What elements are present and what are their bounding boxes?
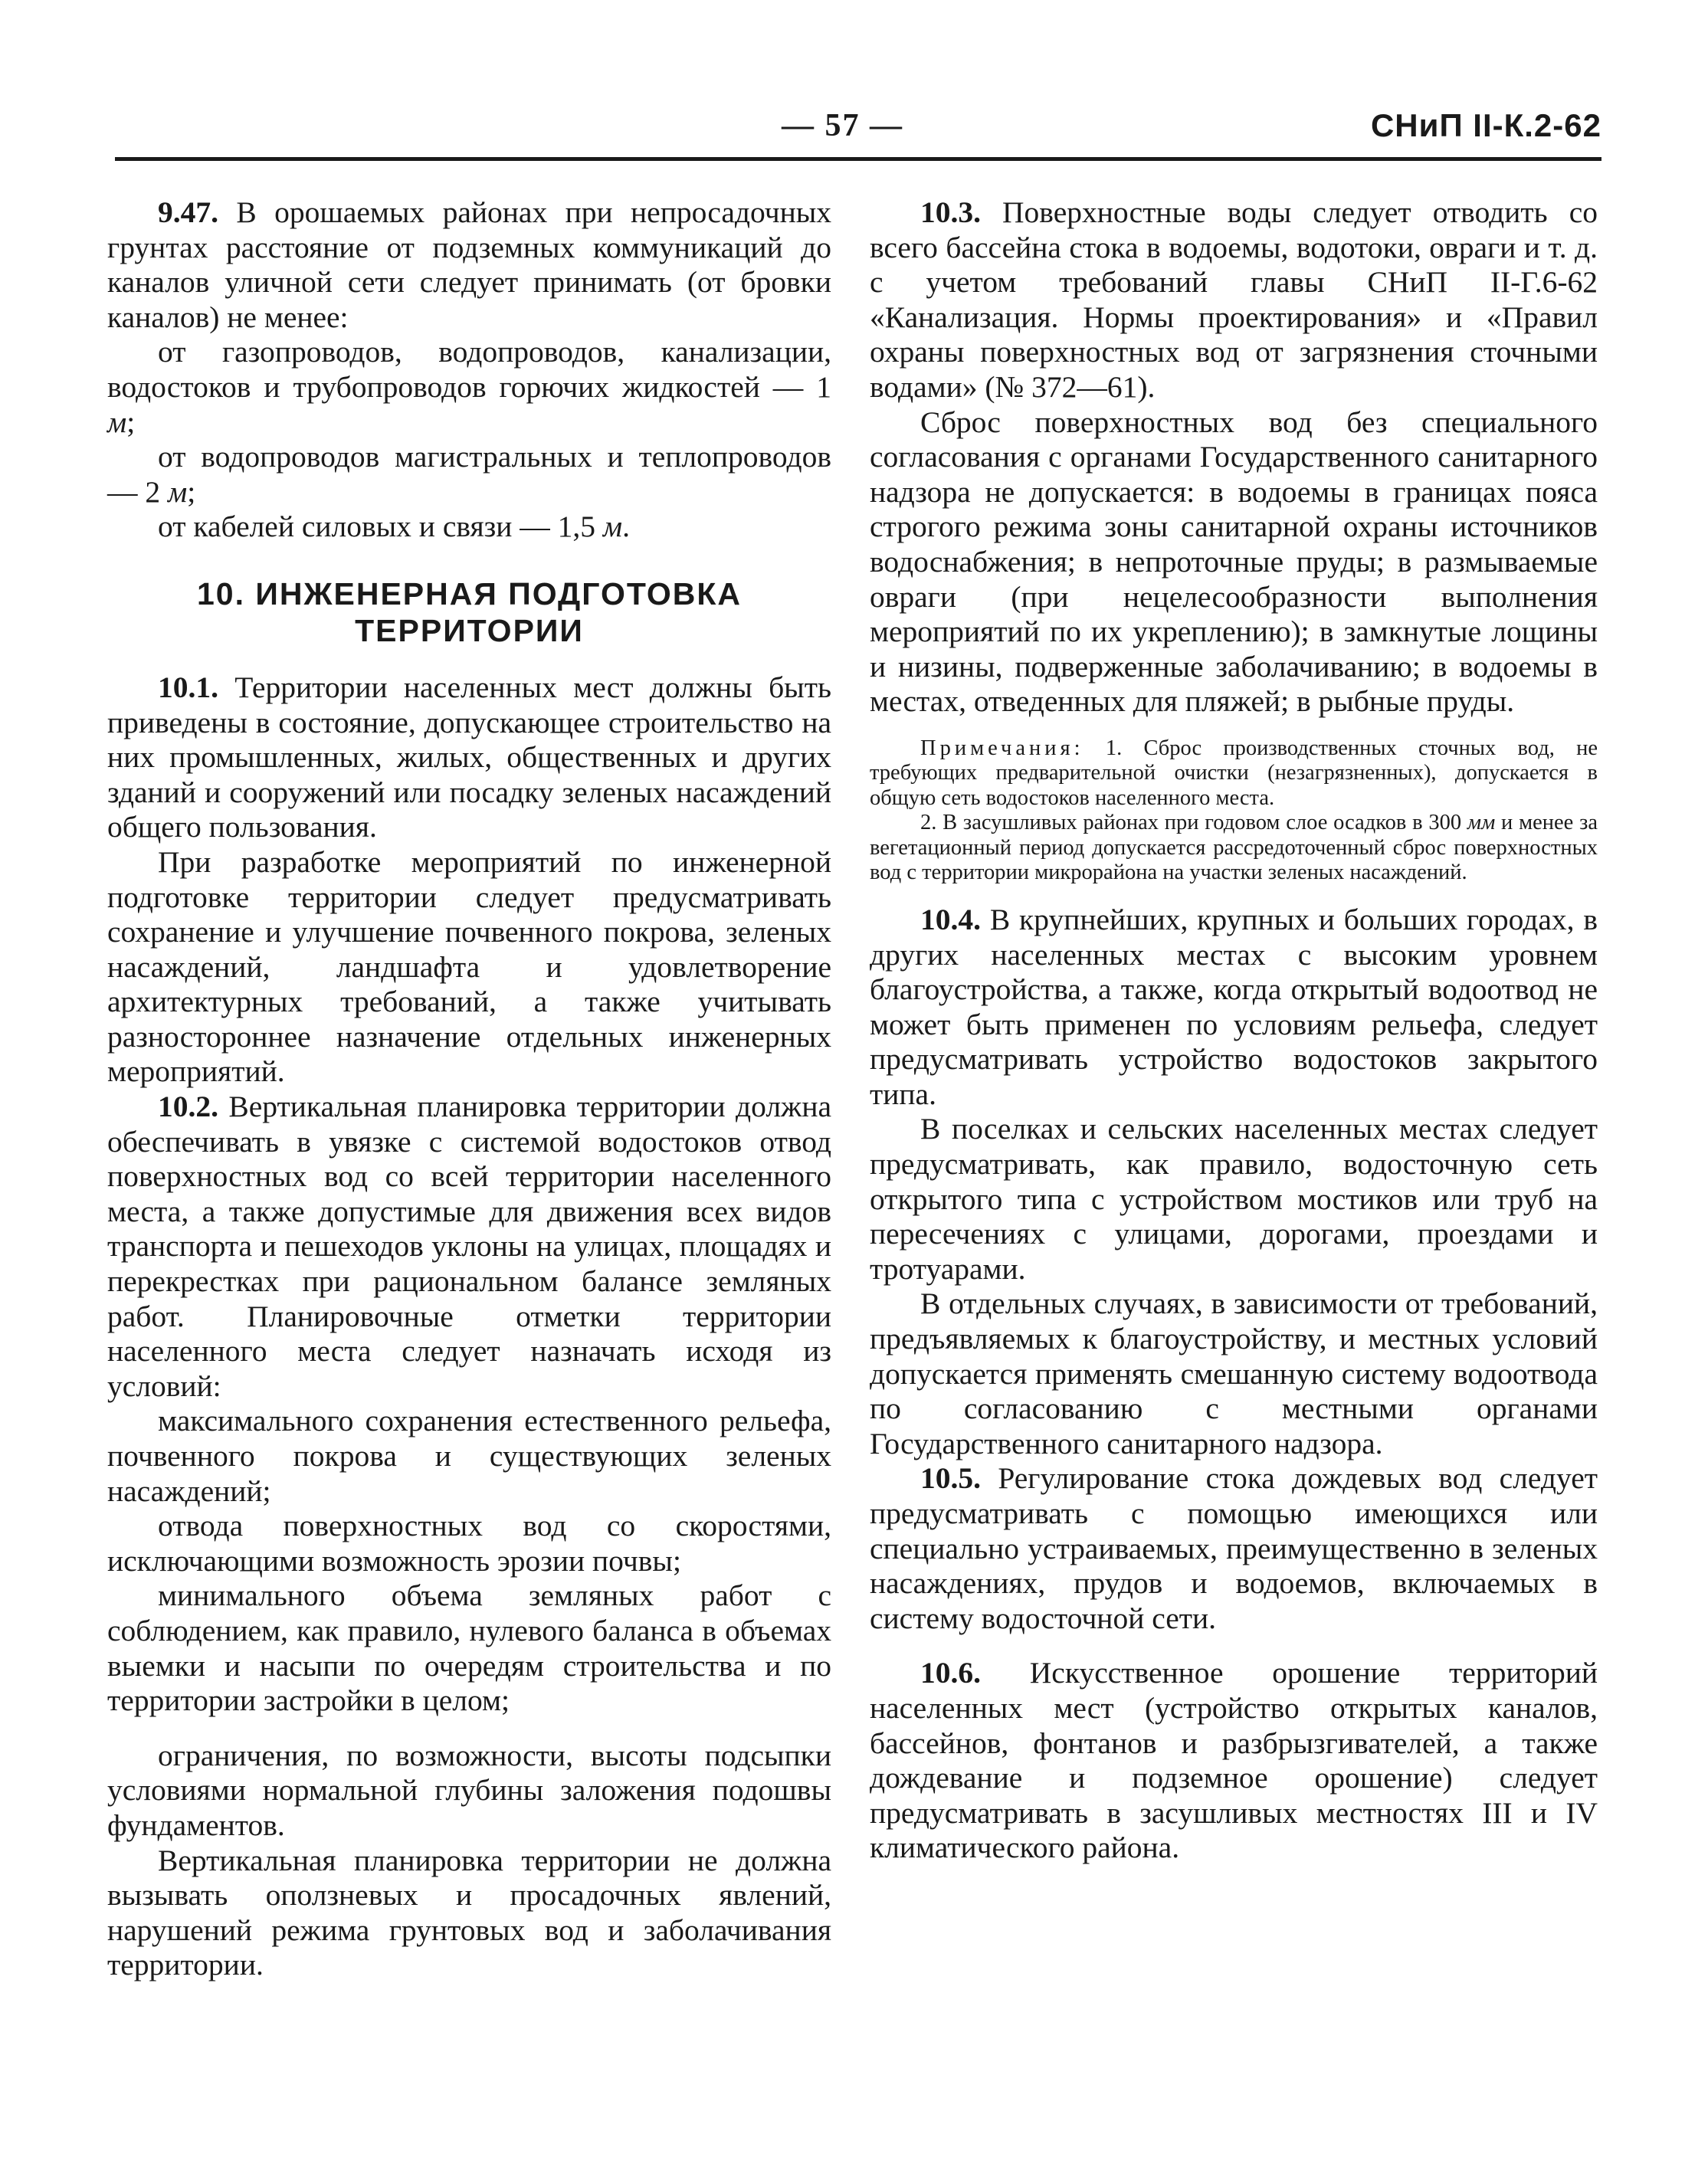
- condition-item: отвода поверхностных вод со скоростями, исключающими возможность эрозии почвы;: [107, 1509, 831, 1578]
- paragraph-10-5: [870, 1461, 1598, 1636]
- punct: ;: [126, 405, 136, 439]
- punct: ;: [187, 474, 196, 509]
- unit: м: [602, 510, 623, 544]
- paragraph-10-2: [107, 1090, 831, 1404]
- clause-number: 10.5.: [920, 1461, 981, 1496]
- paragraph-text: В крупнейших, крупных и больших городах, в других населенных местах с высоким уровнем благоустройства, а также, когда открытый водоотвод не может быть применен по условиям рельефа, следует предусматривать устройство водостоков закрытого типа.: [870, 902, 1598, 1111]
- paragraph: В поселках и сельских населенных местах следует предусматривать, как правило, водосточную сеть открытого типа с устройством мостиков или труб на пересечениях с улицами, дорогами, проездами и тротуарами.: [870, 1112, 1598, 1286]
- section-heading-line-2: ТЕРРИТОРИИ: [355, 612, 584, 648]
- list-item: [107, 510, 831, 545]
- condition-item: минимального объема земляных работ с соблюдением, как правило, нулевого баланса в объемах выемки и насыпи по очередям строительства и по территории застройки в целом;: [107, 1578, 831, 1718]
- unit: м: [107, 405, 127, 439]
- clause-number: 10.4.: [920, 902, 981, 936]
- notes-block: [870, 736, 1598, 886]
- paragraph: Вертикальная планировка территории не должна вызывать оползневых и просадочных явлений, нарушений режима грунтовых вод и заболачивания территории.: [107, 1843, 831, 1982]
- clause-number: 10.1.: [158, 670, 218, 704]
- paragraph-text: Поверхностные воды следует отводить со всего бассейна стока в водоемы, водотоки, овраги и т. д. с учетом требований главы СНиП II-Г.6-62 «Канализация. Нормы проектирования» и «Правил охраны поверхностных вод от загрязнения сточными водами» (№ 372—61).: [870, 195, 1598, 404]
- clause-number: 10.6.: [920, 1656, 981, 1690]
- paragraph-10-4: [870, 903, 1598, 1113]
- paragraph-text: В орошаемых районах при непросадочных грунтах расстояние от подземных коммуникаций до каналов уличной сети следует принимать (от бровки каналов) не менее:: [107, 195, 831, 334]
- paragraph-10-3: [870, 195, 1598, 405]
- list-item: [107, 335, 831, 440]
- list-item-text: от кабелей силовых и связи — 1,5: [158, 510, 603, 544]
- list-item: [107, 440, 831, 510]
- notes-label: Примечания:: [920, 736, 1084, 760]
- unit: м: [168, 474, 188, 509]
- clause-number: 9.47.: [158, 195, 218, 229]
- section-heading: [107, 575, 831, 649]
- note-2: [870, 811, 1598, 886]
- paragraph: В отдельных случаях, в зависимости от требований, предъявляемых к благоустройству, и местных условий допускается применять смешанную систему водоотвода по согласованию с местными органами Государственного санитарного надзора.: [870, 1287, 1598, 1460]
- document-code: СНиП II-К.2-62: [1370, 107, 1601, 143]
- section-heading-line-1: 10. ИНЖЕНЕРНАЯ ПОДГОТОВКА: [196, 575, 743, 611]
- paragraph-text: Регулирование стока дождевых вод следует предусматривать с помощью имеющихся или специально устраиваемых, преимущественно в зеленых насаждениях, прудов и водоемов, включаемых в систему водосточной сети.: [870, 1461, 1598, 1635]
- paragraph-text: Территории населенных мест должны быть приведены в состояние, допускающее строительство на них промышленных, жилых, общественных и других зданий и сооружений или посадку зеленых насаждений общего пользования.: [107, 670, 831, 844]
- paragraph: При разработке мероприятий по инженерной подготовке территории следует предусматривать сохранение и улучшение почвенного покрова, зеленых насаждений, ландшафта и удовлетворение архитектурных требований, а также учитывать разностороннее назначение отдельных инженерных мероприятий.: [107, 844, 831, 1089]
- page-header: [115, 107, 1601, 161]
- left-column: [107, 195, 831, 1983]
- unit: мм: [1467, 811, 1496, 835]
- paragraph-text: Вертикальная планировка территории должна обеспечивать в увязке с системой водостоков отвод поверхностных вод со всей территории населенного места, а также допустимые для движения всех видов транспорта и пешеходов уклоны на улицах, площадях и перекрестках при рациональном балансе земляных работ. Планировочные отметки территории населенного места следует назначать исходя из условий:: [107, 1090, 831, 1403]
- header-rule: [115, 157, 1601, 161]
- paragraph-9-47: [107, 195, 831, 335]
- list-item-text: от газопроводов, водопроводов, канализации, водостоков и трубопроводов горючих жидкостей — 1: [107, 335, 831, 404]
- punct: .: [622, 510, 630, 544]
- paragraph-10-1: [107, 670, 831, 845]
- list-item-text: от водопроводов магистральных и теплопроводов — 2: [107, 440, 831, 509]
- paragraph-10-6: [870, 1656, 1598, 1866]
- condition-item: ограничения, по возможности, высоты подсыпки условиями нормальной глубины заложения подошвы фундаментов.: [107, 1738, 831, 1842]
- clause-number: 10.2.: [158, 1090, 218, 1124]
- condition-item: максимального сохранения естественного рельефа, почвенного покрова и существующих зеленых насаждений;: [107, 1404, 831, 1508]
- clause-number: 10.3.: [920, 195, 981, 229]
- page-number: — 57 —: [782, 108, 903, 143]
- paragraph-text: Искусственное орошение территорий населенных мест (устройство открытых каналов, бассейнов, фонтанов и разбрызгивателей, а также дождевание и подземное орошение) следует предусматривать в засушливых местностях III и IV климатического района.: [870, 1656, 1598, 1865]
- note-text: 1. Сброс производственных сточных вод, не требующих предварительной очистки (незагрязненных), допускается в общую сеть водостоков населенного места.: [870, 736, 1598, 810]
- note-1: [870, 736, 1598, 811]
- note-text: 2. В засушливых районах при годовом слое осадков в 300: [920, 811, 1467, 835]
- right-column: [870, 195, 1598, 1866]
- note-text: и менее за вегетационный период допускается рассредоточенный сброс поверхностных вод с территории микрорайона на участки зеленых насаждений.: [870, 811, 1598, 885]
- paragraph: Сброс поверхностных вод без специального согласования с органами Государственного санитарного надзора не допускается: в водоемы в границах пояса строгого режима зоны санитарной охраны источников водоснабжения; в непроточные пруды; в размываемые овраги (при нецелесообразности выполнения мероприятий по их укреплению); в замкнутые лощины и низины, подверженные заболачиванию; в водоемы в местах, отведенных для пляжей; в рыбные пруды.: [870, 405, 1598, 719]
